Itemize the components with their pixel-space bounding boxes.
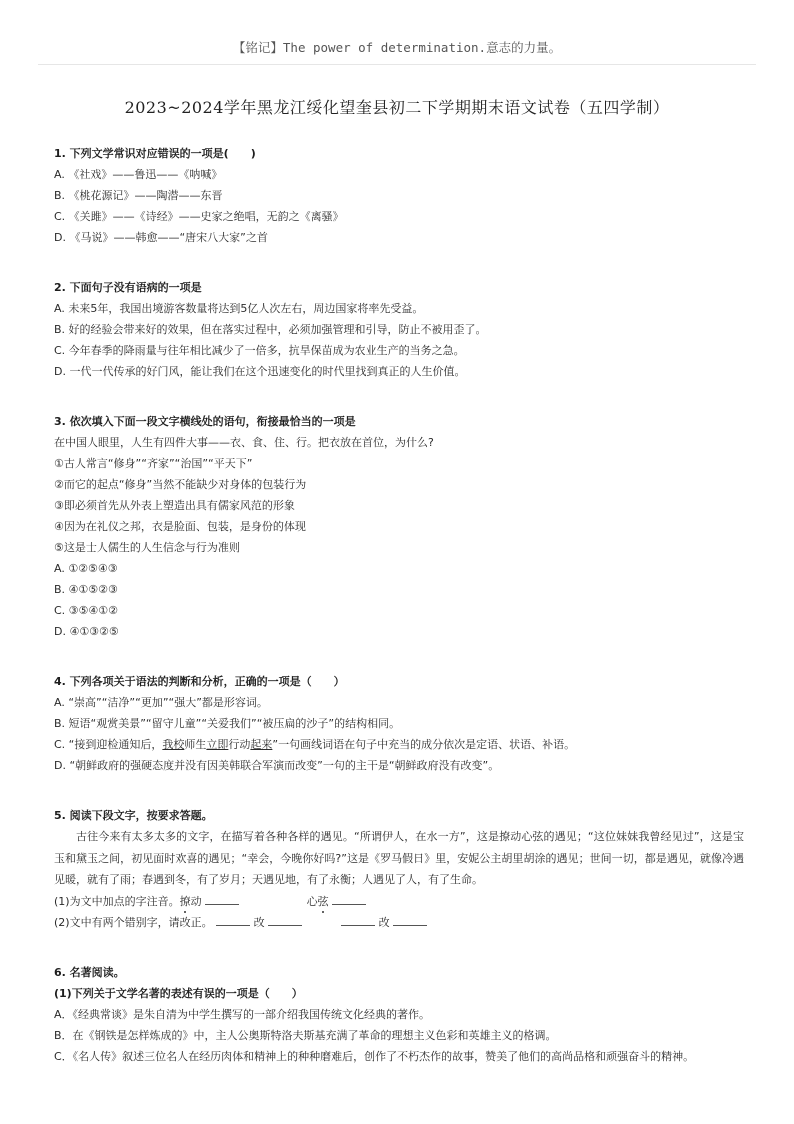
question-1 [54,143,744,248]
question-3-option-b: B. ④①⑤②③ [54,583,118,596]
question-3-item-2: ②而它的起点“修身”当然不能缺少对身体的包装行为 [54,478,307,491]
option-c-subject: 师生 [184,738,207,751]
question-2-option-a: A. 未来5年，我国出境游客数量将达到5亿人次左右，周边国家将率先受益。 [54,302,424,315]
wrong-char-blank-1[interactable] [216,916,250,926]
option-c-verb: 行动 [228,738,251,751]
question-6-sub-1: (1)下列关于文学名著的表述有误的一项是（ ） [54,986,303,1000]
question-5-sub-2 [54,912,744,933]
question-4 [54,671,744,776]
option-c-suffix: ”一句画线词语在句子中充当的成分依次是定语、状语、补语。 [272,738,576,751]
question-4-option-c [54,734,744,755]
question-3-title: 3. 依次填入下面一段文字横线处的语句，衔接最恰当的一项是 [54,415,356,428]
question-6-option-a: A．《经典常谈》是朱自清为中学生撰写的一部介绍我国传统文化经典的著作。 [54,1007,431,1021]
question-3 [54,411,744,642]
underlined-word-1: 我校 [162,738,185,751]
option-c-prefix: C. “接到迎检通知后， [54,738,163,751]
question-6-option-c: C．《名人传》叙述三位名人在经历肉体和精神上的种种磨难后，创作了不朽杰作的故事，赞美了他们的高尚品格和顽强奋斗的精神。 [54,1049,695,1063]
question-2-title: 2. 下面句子没有语病的一项是 [54,281,202,294]
question-2 [54,277,744,382]
question-1-option-a: A. 《社戏》——鲁迅——《呐喊》 [54,168,223,181]
question-3-item-3: ③即必须首先从外表上塑造出具有儒家风范的形象 [54,499,295,512]
pinyin-blank-1[interactable] [205,895,239,905]
question-5-passage: 古往今来有太多太多的文字，在描写着各种各样的遇见。“所谓伊人，在水一方”，这是撩动心弦的遇见；“这位妹妹我曾经见过”，这是宝玉和黛玉之间，初见面时欢喜的遇见；“幸会，今晚你好吗?”这是《罗马假日》里，安妮公主胡里胡涂的遇见；世间一切，都是遇见，就像冷遇见暖，就有了雨；春遇到冬，有了岁月；天遇见地，有了永衡；人遇见了人，有了生命。 [54,830,744,886]
question-6 [54,962,744,1067]
question-2-option-c: C. 今年春季的降雨量与往年相比减少了一倍多，抗旱保苗成为农业生产的当务之急。 [54,344,465,357]
question-5-sub-1 [54,891,744,912]
question-1-option-d: D. 《马说》——韩愈——“唐宋八大家”之首 [54,231,268,244]
correct-char-blank-2[interactable] [393,916,427,926]
question-6-option-b: B．在《钢铁是怎样炼成的》中，主人公奥斯特洛夫斯基充满了革命的理想主义色彩和英雄主义的格调。 [54,1028,557,1042]
underlined-word-3: 起来 [250,738,273,751]
exam-content [54,143,744,1096]
change-word-2: 改 [378,915,390,929]
change-word-1: 改 [253,915,265,929]
question-2-option-d: D. 一代一代传承的好门风，能让我们在这个迅速变化的时代里找到真正的人生价值。 [54,365,466,378]
pinyin-blank-2[interactable] [332,895,366,905]
question-1-option-c: C. 《关雎》——《诗经》——史家之绝唱，无韵之《离骚》 [54,210,344,223]
question-3-option-c: C. ③⑤④①② [54,604,118,617]
question-5 [54,805,744,933]
question-3-item-1: ①古人常言“修身”“齐家”“治国”“平天下” [54,457,253,470]
question-6-title: 6. 名著阅读。 [54,965,125,979]
question-3-intro: 在中国人眼里，人生有四件大事——衣、食、住、行。把衣放在首位，为什么? [54,436,434,449]
dotted-char-2: 弦 [317,894,329,908]
sub-2-label: (2)文中有两个错别字，请改正。 [54,915,213,929]
page-motto: 【铭记】The power of determination.意志的力量。 [232,40,562,55]
question-1-option-b: B. 《桃花源记》——陶潜——东晋 [54,189,223,202]
underlined-word-2: 立即 [206,738,229,751]
wrong-char-blank-2[interactable] [341,916,375,926]
question-3-option-a: A. ①②⑤④③ [54,562,118,575]
question-4-option-a: A. “崇高”“洁净”“更加”“强大”都是形容词。 [54,696,268,709]
question-4-title: 4. 下列各项关于语法的判断和分析，正确的一项是（ ） [54,675,345,688]
question-4-option-d: D. “朝鲜政府的强硬态度并没有因美韩联合军演而改变”一句的主干是“朝鲜政府没有改变”。 [54,759,500,772]
question-5-title: 5. 阅读下段文字，按要求答题。 [54,809,213,822]
question-2-option-b: B. 好的经验会带来好的效果，但在落实过程中，必须加强管理和引导，防止不被用歪了。 [54,323,487,336]
correct-char-blank-1[interactable] [268,916,302,926]
question-3-item-5: ⑤这是士人儒生的人生信念与行为准则 [54,541,240,554]
question-3-option-d: D. ④①③②⑤ [54,625,119,638]
sub-1-label: (1)为文中加点的字注音。 [54,894,180,908]
question-1-title: 1. 下列文学常识对应错误的一项是( ) [54,147,256,160]
dotted-char-1: 撩 [179,894,191,908]
word-1-tail: 动 [190,894,202,908]
header-divider [38,64,756,65]
question-4-option-b: B. 短语“观赏美景”“留守儿童”“关爱我们”“被压扁的沙子”的结构相同。 [54,717,401,730]
word-2-head: 心 [306,894,318,908]
page-title: 2023~2024学年黑龙江绥化望奎县初二下学期期末语文试卷（五四学制） [124,98,670,117]
question-3-item-4: ④因为在礼仪之邦，衣是脸面、包装，是身份的体现 [54,520,306,533]
